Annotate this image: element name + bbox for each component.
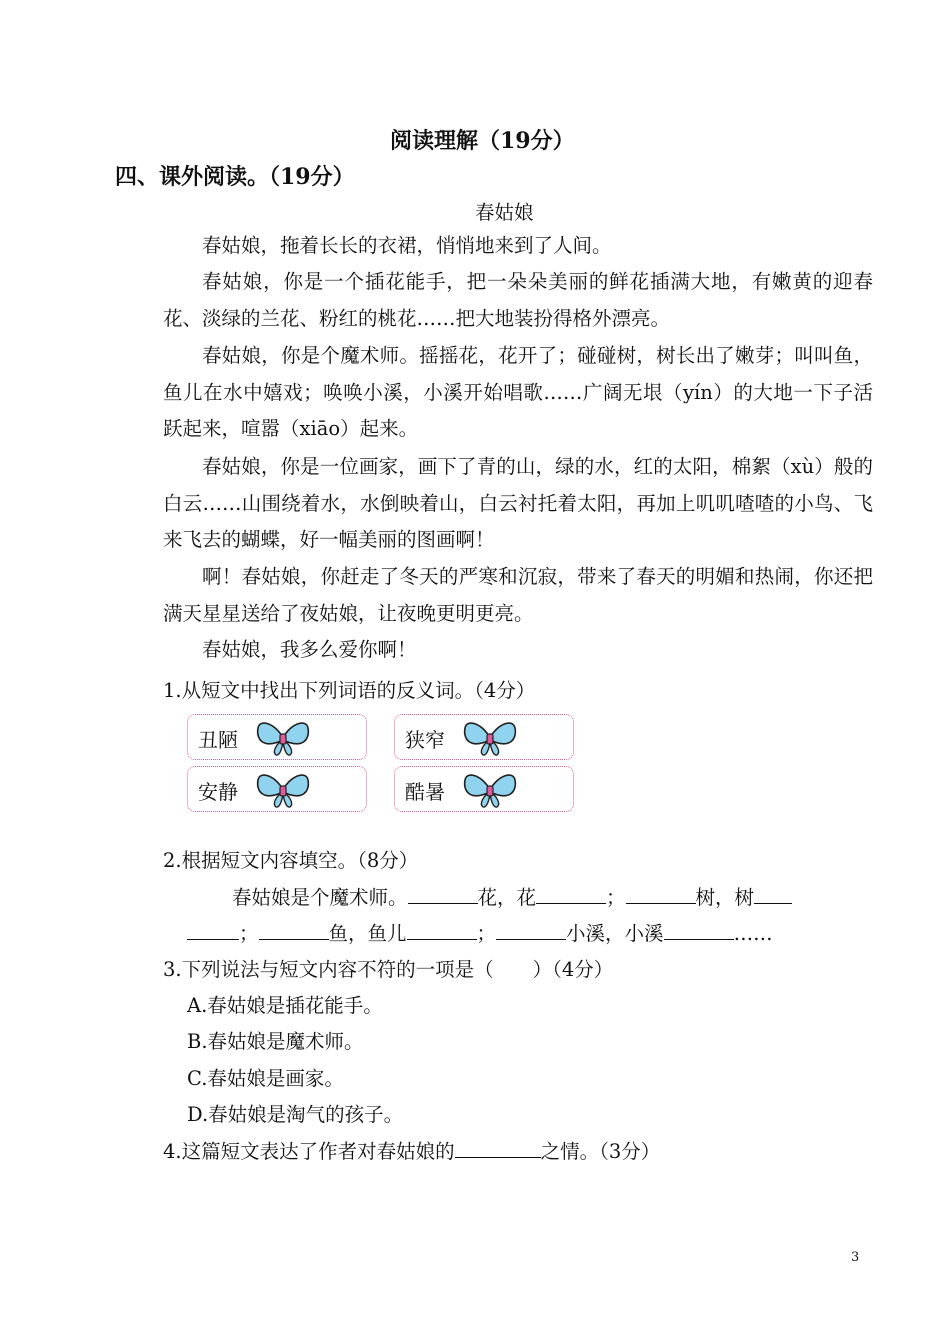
section-title: 阅读理解（19分） (390, 128, 575, 154)
fill-text: ； (476, 922, 497, 945)
answer-blank[interactable] (187, 921, 239, 940)
antonym-word: 安静 (198, 780, 238, 804)
answer-blank[interactable] (496, 921, 566, 940)
answer-blank[interactable] (407, 921, 477, 940)
fill-text: …… (733, 922, 773, 945)
antonym-box (187, 714, 367, 760)
story-paragraph-6: 春姑娘，我多么爱你啊！ (202, 638, 417, 661)
question-2-prompt: 2.根据短文内容填空。（8分） (163, 849, 419, 872)
bow-icon (461, 770, 519, 810)
question-3-prompt: 3.下列说法与短文内容不符的一项是（ ）（4分） (163, 958, 614, 981)
story-title: 春姑娘 (475, 201, 534, 224)
antonym-word: 酷暑 (405, 780, 445, 804)
bow-icon (254, 718, 312, 758)
part-heading: 四、课外阅读。（19分） (115, 164, 355, 190)
fill-text: 小溪，小溪 (566, 922, 664, 945)
antonym-box (394, 766, 574, 812)
bow-icon (461, 718, 519, 758)
answer-blank[interactable] (408, 885, 478, 904)
antonym-word: 狭窄 (405, 728, 445, 752)
antonym-box (394, 714, 574, 760)
answer-blank[interactable] (754, 885, 792, 904)
fill-text: 树，树 (695, 886, 755, 909)
story-paragraph-5: 啊！春姑娘，你赶走了冬天的严寒和沉寂，带来了春天的明媚和热闹，你还把满天星星送给了夜姑娘，让夜晚更明更亮。 (163, 565, 873, 625)
page-number: 3 (851, 1250, 860, 1265)
fill-text: ； (239, 922, 259, 945)
q4-text-before: 4.这篇短文表达了作者对春姑娘的 (163, 1140, 455, 1163)
story-paragraph-3: 春姑娘，你是个魔术师。摇摇花，花开了；碰碰树，树长出了嫩芽；叫叫鱼，鱼儿在水中嬉戏；唤唤小溪，小溪开始唱歌……广阔无垠（yín）的大地一下子活跃起来，喧嚣（xiāo）起来。 (163, 344, 873, 440)
answer-blank[interactable] (259, 921, 329, 940)
antonym-word: 丑陋 (198, 728, 238, 752)
fill-text: 春姑娘是个魔术师。 (232, 886, 408, 909)
antonym-box (187, 766, 367, 812)
question-1-prompt: 1.从短文中找出下列词语的反义词。（4分） (163, 679, 536, 702)
option-c[interactable]: C.春姑娘是画家。 (187, 1067, 344, 1090)
option-d[interactable]: D.春姑娘是淘气的孩子。 (187, 1103, 404, 1126)
fill-text: 花，花 (477, 886, 537, 909)
question-2-line-2 (187, 918, 773, 946)
fill-text: ； (606, 886, 626, 909)
answer-blank[interactable] (455, 1139, 541, 1158)
answer-blank[interactable] (536, 885, 606, 904)
option-a[interactable]: A.春姑娘是插花能手。 (187, 994, 383, 1017)
story-paragraph-1: 春姑娘，拖着长长的衣裙，悄悄地来到了人间。 (202, 234, 612, 257)
bow-icon (254, 770, 312, 810)
fill-text: 鱼，鱼儿 (328, 922, 407, 945)
story-paragraph-2: 春姑娘，你是一个插花能手，把一朵朵美丽的鲜花插满大地，有嫩黄的迎春花、淡绿的兰花、粉红的桃花……把大地装扮得格外漂亮。 (163, 270, 873, 330)
q4-text-after: 之情。（3分） (540, 1140, 661, 1163)
question-2-line-1 (232, 882, 792, 910)
question-4 (163, 1136, 660, 1164)
answer-blank[interactable] (626, 885, 696, 904)
answer-blank[interactable] (664, 921, 734, 940)
option-b[interactable]: B.春姑娘是魔术师。 (187, 1030, 364, 1053)
story-paragraph-4: 春姑娘，你是一位画家，画下了青的山，绿的水，红的太阳，棉絮（xù）般的白云……山围绕着水，水倒映着山，白云衬托着太阳，再加上叽叽喳喳的小鸟、飞来飞去的蝴蝶，好一幅美丽的图画啊！ (163, 455, 873, 551)
